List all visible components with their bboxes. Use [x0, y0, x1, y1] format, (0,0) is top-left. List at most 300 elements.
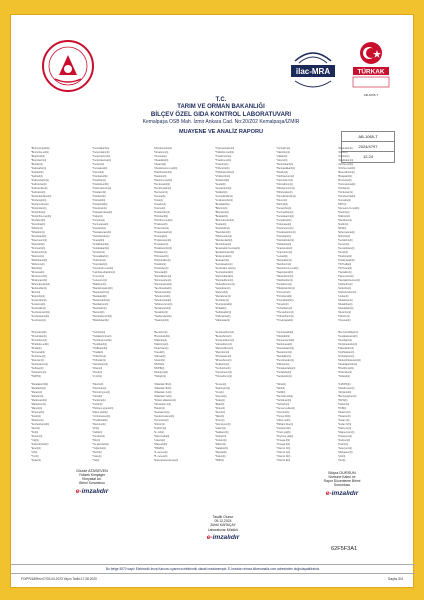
signer-name: Büşra DURSUN: [328, 471, 356, 475]
parameter-item: *Nitrit(ti): [276, 387, 285, 390]
parameter-item: *Vitamin E(ti): [276, 459, 291, 462]
parameter-item: *Fruktoz(ti): [214, 439, 227, 442]
parameter-item: *Dioksin(ti): [337, 403, 350, 406]
parameter-block-3: [29, 383, 397, 427]
parameter-item: *Triklorfon(ti): [92, 355, 106, 358]
parameter-item: *Rotenon(ti): [31, 359, 44, 362]
parameter-item: *Tartrazin(ti): [276, 403, 290, 406]
parameter-item: *Zineb(ti): [92, 371, 103, 374]
parameter-item: *Napropamid(ti): [276, 271, 294, 274]
parameter-item: *İmazamoks(ti): [276, 247, 293, 250]
parameter-item: *Dimetomorf(ti): [31, 275, 48, 278]
parameter-item: *Esfenvalerat(ti): [337, 231, 355, 234]
parameter-item: *Flurokloridon(ti): [276, 239, 294, 242]
parameter-item: *Sodyum(ti): [337, 439, 351, 442]
parameter-item: *Penkikuron(ti): [276, 283, 292, 286]
parameter-item: *Flufenaset(ti): [276, 223, 292, 226]
turkak-logo: [351, 39, 391, 91]
ministry-prefix: T.C.: [215, 97, 227, 103]
parameter-item: *Galaktoz(ti): [214, 447, 229, 450]
parameter-item: *Diazinon(ti): [31, 255, 45, 258]
parameter-item: *Bentazon(ti): [153, 331, 168, 334]
parameter-item: *Tolfenpirad(ti): [214, 315, 231, 318]
parameter-item: *Triazofos(ti): [214, 163, 229, 166]
parameter-item: *Siazofamid(ti): [214, 231, 231, 234]
parameter-item: *Asetamiprid(ti): [214, 187, 232, 190]
parameter-item: *Fenklorfos(ti): [337, 239, 353, 242]
parameter-item: *Koliform(ti): [153, 427, 167, 430]
parameter-item: *Benalaksil(ti): [214, 203, 230, 206]
parameter-item: *Forat(ti): [153, 199, 163, 202]
parameter-item: *Spiromesifen(ti): [153, 279, 172, 282]
parameter-item: *Amidosulfuron(ti): [214, 331, 234, 334]
parameter-item: *PAH4(ti): [337, 399, 348, 402]
parameter-column: [336, 331, 397, 379]
parameter-item: *Bensulfuron(ti): [214, 335, 232, 338]
parameter-item: *Tiofanat(ti): [337, 375, 350, 378]
parameter-item: *Prometrin(ti): [276, 291, 291, 294]
parameter-item: *Arsenik(ti): [214, 395, 227, 398]
parameter-item: *Piriproksifen(ti): [153, 259, 171, 262]
parameter-item: *Simoksanil(ti): [31, 235, 47, 238]
parameter-item: *Foramsulfuron(ti): [214, 339, 235, 342]
parameter-item: *Demeton-S-metil(ti): [337, 207, 360, 210]
parameter-item: *Aflatoksin G1(ti): [153, 391, 172, 394]
parameter-item: *Karbaril(ti): [31, 175, 43, 178]
parameter-item: *Bakır(ti): [214, 403, 225, 406]
parameter-item: *Kalay(ti): [214, 399, 225, 402]
parameter-column: [213, 331, 274, 379]
parameter-item: *Kinmerak(ti): [31, 351, 45, 354]
parameter-item: *Fenoksaprop(ti): [276, 215, 294, 218]
parameter-item: *Aldrin(ti): [337, 151, 348, 154]
parameter-item: *Tetrakonazol(ti): [153, 307, 171, 310]
parameter-item: *Sudan IV(ti): [337, 423, 352, 426]
parameter-item: *Linuron(ti): [92, 275, 105, 278]
parameter-item: *Ometoat(ti): [337, 319, 351, 322]
parameter-item: *Fosfamidon(ti): [153, 211, 170, 214]
parameter-item: *Yoğunluk(ti): [92, 447, 106, 450]
parameter-item: *Metalaksil-M(ti): [31, 383, 49, 386]
parameter-item: *İzoflusipram(ti): [337, 355, 355, 358]
parameter-item: *Endrin(ti): [337, 223, 349, 226]
parameter-item: *Nikosulfuron(ti): [276, 275, 294, 278]
parameter-item: *Trifloksistrobin(ti): [214, 171, 235, 174]
parameter-item: *Kadmiyum(ti): [214, 387, 230, 390]
parameter-item: *Fosmet(ti): [153, 207, 166, 210]
parameter-item: *Fumonisin(ti): [153, 419, 169, 422]
parameter-item: *Propargit(ti): [153, 235, 168, 238]
parameter-item: *Prokloraz(ti): [153, 223, 168, 226]
parameter-item: *İodofenfos(ti): [337, 283, 353, 286]
parameter-item: *Fluopikolid(ti): [92, 203, 108, 206]
parameter-item: *Fluksapiroksad(ti): [92, 211, 113, 214]
parameter-item: *Dinotefuran(ti): [214, 243, 232, 246]
parameter-block-1: [29, 147, 397, 323]
parameter-item: *İodosulfuron(ti): [214, 343, 232, 346]
parameter-item: *Bixafen(ti): [276, 171, 289, 174]
parameter-item: *İyot(ti): [337, 455, 346, 458]
parameter-item: *Mevinfos(ti): [337, 311, 351, 314]
parameter-item: *Pirimifos-metil(ti): [153, 219, 173, 222]
parameter-item: *Kafein(ti): [214, 455, 226, 458]
parameter-item: *İsofenfos(ti): [337, 287, 352, 290]
parameter-item: *Fosetil(ti): [153, 351, 165, 354]
signer-role: Kimyasal An.: [82, 477, 102, 482]
report-page: [10, 14, 414, 588]
parameter-item: *Enerji(ti): [31, 447, 41, 450]
parameter-item: *Triklopir(ti): [153, 375, 166, 378]
parameter-item: *Ziram(ti): [92, 367, 103, 370]
parameter-item: *Metidatiyon(ti): [92, 303, 109, 306]
parameter-item: *Karbofenotion(ti): [337, 291, 357, 294]
parameter-item: *Prosulfuron(ti): [31, 339, 47, 342]
parameter-column: [274, 331, 335, 379]
parameter-item: *Atrazin(ti): [276, 159, 288, 162]
parameter-item: *Propakuizafop(ti): [276, 367, 296, 370]
parameter-column: [152, 383, 213, 427]
parameter-item: *Sulfotep(ti): [31, 367, 44, 370]
parameter-item: *Fenbukonazol(ti): [31, 311, 50, 314]
parameter-item: *Acrinatrin(ti): [276, 147, 291, 150]
parameter-item: *Fosfor(ti): [337, 443, 349, 446]
parameter-item: *Dazomet(ti): [92, 423, 106, 426]
parameter-item: *Çinko(ti): [214, 407, 225, 410]
parameter-item: *Benzo(a)piren(ti): [337, 395, 357, 398]
parameter-item: *Nişasta(ti): [214, 451, 227, 454]
parameter-item: *Azinfos-etil(ti): [337, 163, 354, 166]
parameter-item: *Klorpirifos(ti): [31, 211, 46, 214]
parameter-item: *B. cereus(ti): [153, 455, 168, 458]
signature-sample-unit: [307, 471, 377, 497]
parameter-item: *Mepronil(ti): [214, 291, 228, 294]
parameter-item: *Sihalotrin(ti): [31, 231, 45, 234]
parameter-item: *Peroksit(ti): [92, 435, 105, 438]
parameter-item: *Pendimetalin(ti): [153, 187, 172, 190]
parameter-item: *Vinklozolin(ti): [214, 175, 231, 178]
parameter-item: *Nem(ti): [31, 427, 40, 430]
parameter-item: *Etoksazol(ti): [214, 259, 230, 262]
parameter-item: *Paklobutrazol(ti): [153, 171, 172, 174]
parameter-item: *Klorobenzilat(ti): [337, 195, 356, 198]
parameter-item: *Etofumesat(ti): [276, 343, 293, 346]
parameter-item: *Sudan I(ti): [337, 419, 350, 422]
parameter-item: *Klortalonil(ti): [31, 219, 46, 222]
parameter-item: *Klorfenson(ti): [337, 191, 353, 194]
parameter-item: *Trifluralin(ti): [92, 359, 106, 362]
parameter-item: *Bromofos(ti): [337, 179, 352, 182]
parameter-item: *Prosimidon(ti): [31, 335, 47, 338]
parameter-item: *Boskalid(ti): [214, 215, 228, 218]
parameter-item: *3-MCPD(ti): [337, 383, 351, 386]
parameter-item: *Emamektin benzoat(ti): [214, 247, 240, 250]
parameter-item: *Lif(ti): [31, 451, 38, 454]
form-code: FO/PR/18/Rev.07/03.04.2023 Yayın Tarihi:17.08.2020: [21, 577, 97, 581]
parameter-item: *Selenyum(ti): [337, 447, 352, 450]
parameter-item: *Okratoksin A(ti): [153, 403, 171, 406]
parameter-item: *Bromofos-etil(ti): [31, 151, 49, 154]
parameter-item: *Brilliant blue(ti): [276, 423, 294, 426]
parameter-item: *Kresoksim-metil(ti): [92, 267, 114, 270]
parameter-item: *Bentiavalikarb(ti): [276, 167, 296, 170]
parameter-item: *Mandipropamid(ti): [92, 287, 113, 290]
parameter-item: *Zearalenon(ti): [153, 411, 170, 414]
parameter-column: [336, 383, 397, 427]
parameter-item: *Klozolinat(ti): [31, 223, 46, 226]
parameter-item: *Klopiralid(ti): [276, 335, 290, 338]
approval-date: 09.12.2024: [214, 519, 232, 524]
parameter-item: *Flor(ti): [337, 459, 346, 462]
parameter-item: *Oksidemeton-metil(ti): [153, 167, 178, 170]
parameter-item: *Paration-metil(ti): [153, 179, 173, 182]
parameter-item: *Dimoksistrobin(ti): [276, 195, 296, 198]
parameter-item: *Maneb(ti): [31, 407, 43, 410]
parameter-item: *Triallat(ti): [92, 351, 104, 354]
parameter-item: *İoksinil(ti): [153, 359, 165, 362]
parameter-item: *Piridalil(ti): [214, 307, 227, 310]
parameter-item: *Etion(ti): [31, 291, 41, 294]
e-signature-stamp: e-imzalıdır: [75, 487, 109, 495]
parameter-item: *Nikotin(ti): [92, 383, 104, 386]
parameter-item: *Bromopropilat(ti): [31, 147, 50, 150]
e-signature-notice: [11, 564, 415, 574]
parameter-item: *Alaklor(ti): [276, 155, 288, 158]
parameter-item: *Mezotrion(ti): [214, 351, 230, 354]
parameter-item: *Haloksifop(ti): [276, 243, 292, 246]
parameter-item: *Ometoat(ti): [153, 155, 167, 158]
parameter-item: *Bitertanol(ti): [214, 211, 229, 214]
parameter-item: *Fenhekzamid(ti): [214, 271, 234, 274]
parameter-item: *Kolesterol(ti): [276, 427, 291, 430]
parameter-item: *Mekarbam(ti): [337, 299, 353, 302]
parameter-item: *Florpirauksifen(ti): [337, 343, 358, 346]
parameter-item: *Etoprofos(ti): [31, 295, 45, 298]
parameter-column: [90, 147, 151, 323]
parameter-item: *Famoksadon(ti): [214, 263, 233, 266]
parameter-item: *Metamidofos(ti): [92, 299, 110, 302]
parameter-item: *Fenpropatrin(ti): [92, 151, 110, 154]
parameter-item: *Tetraklorvinfos(ti): [92, 335, 112, 338]
parameter-item: *EPN(ti): [337, 227, 347, 230]
parameter-item: *Propamokarb(ti): [153, 231, 172, 234]
parameter-item: *Cıva(ti): [214, 391, 224, 394]
parameter-item: *Dodin(ti): [31, 415, 41, 418]
parameter-item: *Tiyofanat-metil(ti): [92, 339, 112, 342]
parameter-item: *Fostiazat(ti): [92, 227, 106, 230]
parameter-item: *Prosulfokarb(ti): [276, 299, 294, 302]
parameter-item: *Sorbik asit(ti): [276, 399, 292, 402]
parameter-item: *Tiyodikarb(ti): [92, 343, 107, 346]
parameter-item: *TMAB(ti): [153, 447, 165, 450]
parameter-item: *Spirodiklofen(ti): [153, 275, 172, 278]
parameter-item: *Piraziflumid(ti): [337, 367, 354, 370]
e-signature-stamp: e-imzalıdır: [325, 489, 359, 497]
parameter-item: *Propineb(ti): [31, 411, 45, 414]
parameter-item: *Beta-siflutrin(ti): [337, 171, 355, 174]
parameter-item: *Spiroksamin(ti): [31, 363, 48, 366]
parameter-item: *Tebukonazol(ti): [153, 291, 171, 294]
parameter-item: *Fenpiklonil(ti): [276, 219, 292, 222]
parameter-item: *Oksatiapiprolin(ti): [337, 363, 358, 366]
parameter-item: *Fenitrotion(ti): [31, 319, 47, 322]
parameter-item: *Mekoprop(ti): [153, 371, 169, 374]
parameter-item: *Lindan(ti): [337, 295, 349, 298]
parameter-item: *Metrafenon(ti): [214, 295, 231, 298]
parameter-item: *Siflutrin(ti): [31, 227, 43, 230]
parameter-item: *Siprodinil(ti): [31, 243, 45, 246]
parameter-item: *Valifenalat(ti): [214, 319, 230, 322]
parameter-item: *Bromoksinil(ti): [153, 335, 170, 338]
parameter-item: *Azadiraktin(ti): [337, 159, 354, 162]
parameter-item: *Sakkaroz(ti): [214, 431, 229, 434]
parameter-item: *Rimsulfuron(ti): [214, 359, 232, 362]
parameter-item: *Tebufenozid(ti): [153, 295, 171, 298]
parameter-item: *Mepanipirim(ti): [92, 291, 110, 294]
ilac-mra-logo: [289, 43, 337, 93]
parameter-item: *Fenpikoksamid(ti): [337, 335, 358, 338]
signature-chemist: [57, 469, 127, 495]
verification-code: 62F5F3A1: [331, 546, 358, 552]
parameter-item: *Deltametrin(ti): [31, 251, 47, 254]
parameter-item: *MCPB(ti): [153, 367, 165, 370]
director-role: Laboratuvar Müdürü: [207, 527, 239, 532]
parameter-column: [29, 331, 90, 379]
parameter-item: *Fonofos(ti): [92, 219, 105, 222]
parameter-item: *Pirifenoks(ti): [337, 371, 352, 374]
parameter-item: *Yağ(ti): [31, 439, 39, 442]
parameter-item: *Fluroksipir(ti): [276, 235, 292, 238]
signer-role: Numune Kabul ve: [328, 475, 356, 479]
parameter-item: *Fenbutatin oksit(ti): [214, 267, 236, 270]
parameter-item: *Pirimikarb(ti): [153, 215, 169, 218]
parameter-item: *Lenasil(ti): [276, 255, 288, 258]
parameter-item: *Piretrinler(ti): [92, 387, 107, 390]
parameter-item: *Karboksin(ti): [31, 191, 46, 194]
parameter-item: *Bromukonazol(ti): [214, 219, 234, 222]
parameter-item: *Kinalfos(ti): [153, 263, 166, 266]
lab-name: BİLÇEV ÖZEL GIDA KONTROL LABORATUVARI: [150, 111, 292, 118]
parameter-column: [152, 331, 213, 379]
parameter-item: *Difenokonazol(ti): [31, 283, 50, 286]
parameter-item: *Trinekzapak(ti): [276, 319, 293, 322]
parameter-item: *Heksitiazoks(ti): [92, 235, 110, 238]
parameter-item: *Fludioksonil(ti): [92, 183, 109, 186]
parameter-item: *Amitraz(ti): [337, 155, 350, 158]
parameter-item: *Dikofol(ti): [31, 267, 43, 270]
report-header: [101, 97, 341, 135]
parameter-item: *Vitamin A(ti): [276, 451, 291, 454]
parameter-item: *Klorfenapir(ti): [31, 199, 47, 202]
parameter-column: [29, 383, 90, 427]
parameter-item: *Fenheksamid(ti): [31, 315, 50, 318]
parameter-item: *Oksifluorfen(ti): [276, 279, 293, 282]
parameter-item: *Monokrotofos(ti): [153, 147, 172, 150]
parameter-item: *Protein(ti): [31, 435, 43, 438]
accreditation-no: AB-1065-T: [363, 93, 379, 97]
parameter-item: *Oksadiksil(ti): [153, 159, 169, 162]
parameter-item: *Mefentriflukonazol(ti): [337, 359, 361, 362]
parameter-item: *Fenhekzamid(ti): [31, 423, 50, 426]
parameter-column: [152, 427, 213, 463]
parameter-item: *Metam(ti): [31, 391, 43, 394]
parameter-item: *Glukoz(ti): [214, 435, 227, 438]
parameter-item: *Ametoktradin(ti): [214, 195, 233, 198]
parameter-item: *Dikamba(ti): [153, 339, 167, 342]
parameter-item: *Manganez(ti): [337, 451, 353, 454]
parameter-item: *Kalsiyum(ti): [337, 427, 352, 430]
parameter-item: *Ditianon(ti): [31, 419, 44, 422]
parameter-item: *Siflumetofen(ti): [214, 235, 232, 238]
signer-role: Rapor Düzenleme Birimi: [323, 479, 361, 484]
parameter-item: *Pinoksaden(ti): [214, 355, 232, 358]
parameter-item: *Metaldehit(ti): [31, 387, 46, 390]
parameter-item: *İndoksakarb(ti): [92, 247, 110, 250]
parameter-item: *Fenvalerat(ti): [92, 167, 108, 170]
parameter-item: *Mesosulfuron(ti): [214, 347, 234, 350]
parameter-item: *Salmonella(ti): [153, 435, 170, 438]
parameter-item: *Flufenoksuron(ti): [92, 187, 112, 190]
parameter-item: *Tritosulfuron(ti): [214, 375, 232, 378]
parameter-item: *Setoksidim(ti): [276, 375, 292, 378]
parameter-item: *Pendimetalin(ti): [276, 359, 294, 362]
parameter-item: *TEPP(ti): [31, 375, 41, 378]
parameter-item: *E. coli(ti): [153, 431, 164, 434]
parameter-item: *Azinfos-metil(ti): [337, 167, 356, 170]
parameter-item: *Spinosad(ti): [153, 271, 168, 274]
parameter-item: *Tat(ti): [92, 459, 100, 462]
parameter-item: *Fosalon(ti): [153, 203, 166, 206]
parameter-item: *pH(ti): [92, 427, 100, 430]
parameter-item: *Vamidotion(ti): [92, 363, 108, 366]
parameter-item: *Deoksinivalenol(ti): [153, 415, 175, 418]
parameter-item: *Propikonazol(ti): [153, 239, 172, 242]
parameter-item: *Etrimfos(ti): [337, 235, 351, 238]
parameter-item: *Trietilfosfat(ti): [92, 419, 108, 422]
parameter-item: *Diklofluanid(ti): [31, 259, 48, 262]
parameter-item: *Tembotrion(ti): [214, 367, 231, 370]
parameter-item: *Terbufos(ti): [92, 331, 106, 334]
parameter-item: *Vitamin C(ti): [276, 447, 291, 450]
parameter-item: *Tebufenpirad(ti): [153, 299, 172, 302]
parameter-item: *Su aktivitesi(ti): [92, 443, 109, 446]
parameter-item: *Tau-fluvalinat(ti): [153, 287, 172, 290]
parameter-item: *2,4-D(ti): [92, 375, 102, 378]
parameter-item: *Benfurakarb(ti): [276, 163, 294, 166]
ministry-logo: [41, 39, 95, 93]
parameter-item: *Propoksur(ti): [153, 243, 169, 246]
meta-date: 12.24: [362, 154, 373, 159]
parameter-block-2: [29, 331, 397, 379]
parameter-item: *Sülfit(ti): [276, 391, 286, 394]
parameter-item: *Fention(ti): [92, 163, 105, 166]
parameter-item: *Dinikonazol(ti): [31, 279, 48, 282]
parameter-item: *Fenarimol(ti): [31, 303, 46, 306]
parameter-item: *Pirimetanil(ti): [153, 255, 169, 258]
parameter-item: *Tiyabendazol(ti): [153, 315, 172, 318]
parameter-item: *İprovalikarb(ti): [92, 255, 109, 258]
parameter-item: *Karbendazim(ti): [31, 179, 49, 182]
parameter-item: *Allura red(ti): [276, 419, 291, 422]
parameter-item: *Fluindapir(ti): [337, 339, 352, 342]
parameter-column: [336, 147, 397, 323]
parameter-item: *Heptenofos(ti): [337, 275, 354, 278]
parameter-item: *MCPA(ti): [153, 363, 165, 366]
parameter-item: *Teflubenzuron(ti): [153, 303, 173, 306]
parameter-item: *Kuintozen(ti): [31, 355, 46, 358]
parameter-item: *Propizamid(ti): [276, 295, 292, 298]
parameter-item: *Bifentrin(ti): [214, 207, 228, 210]
parameter-item: *Aklonifen(ti): [276, 151, 290, 154]
